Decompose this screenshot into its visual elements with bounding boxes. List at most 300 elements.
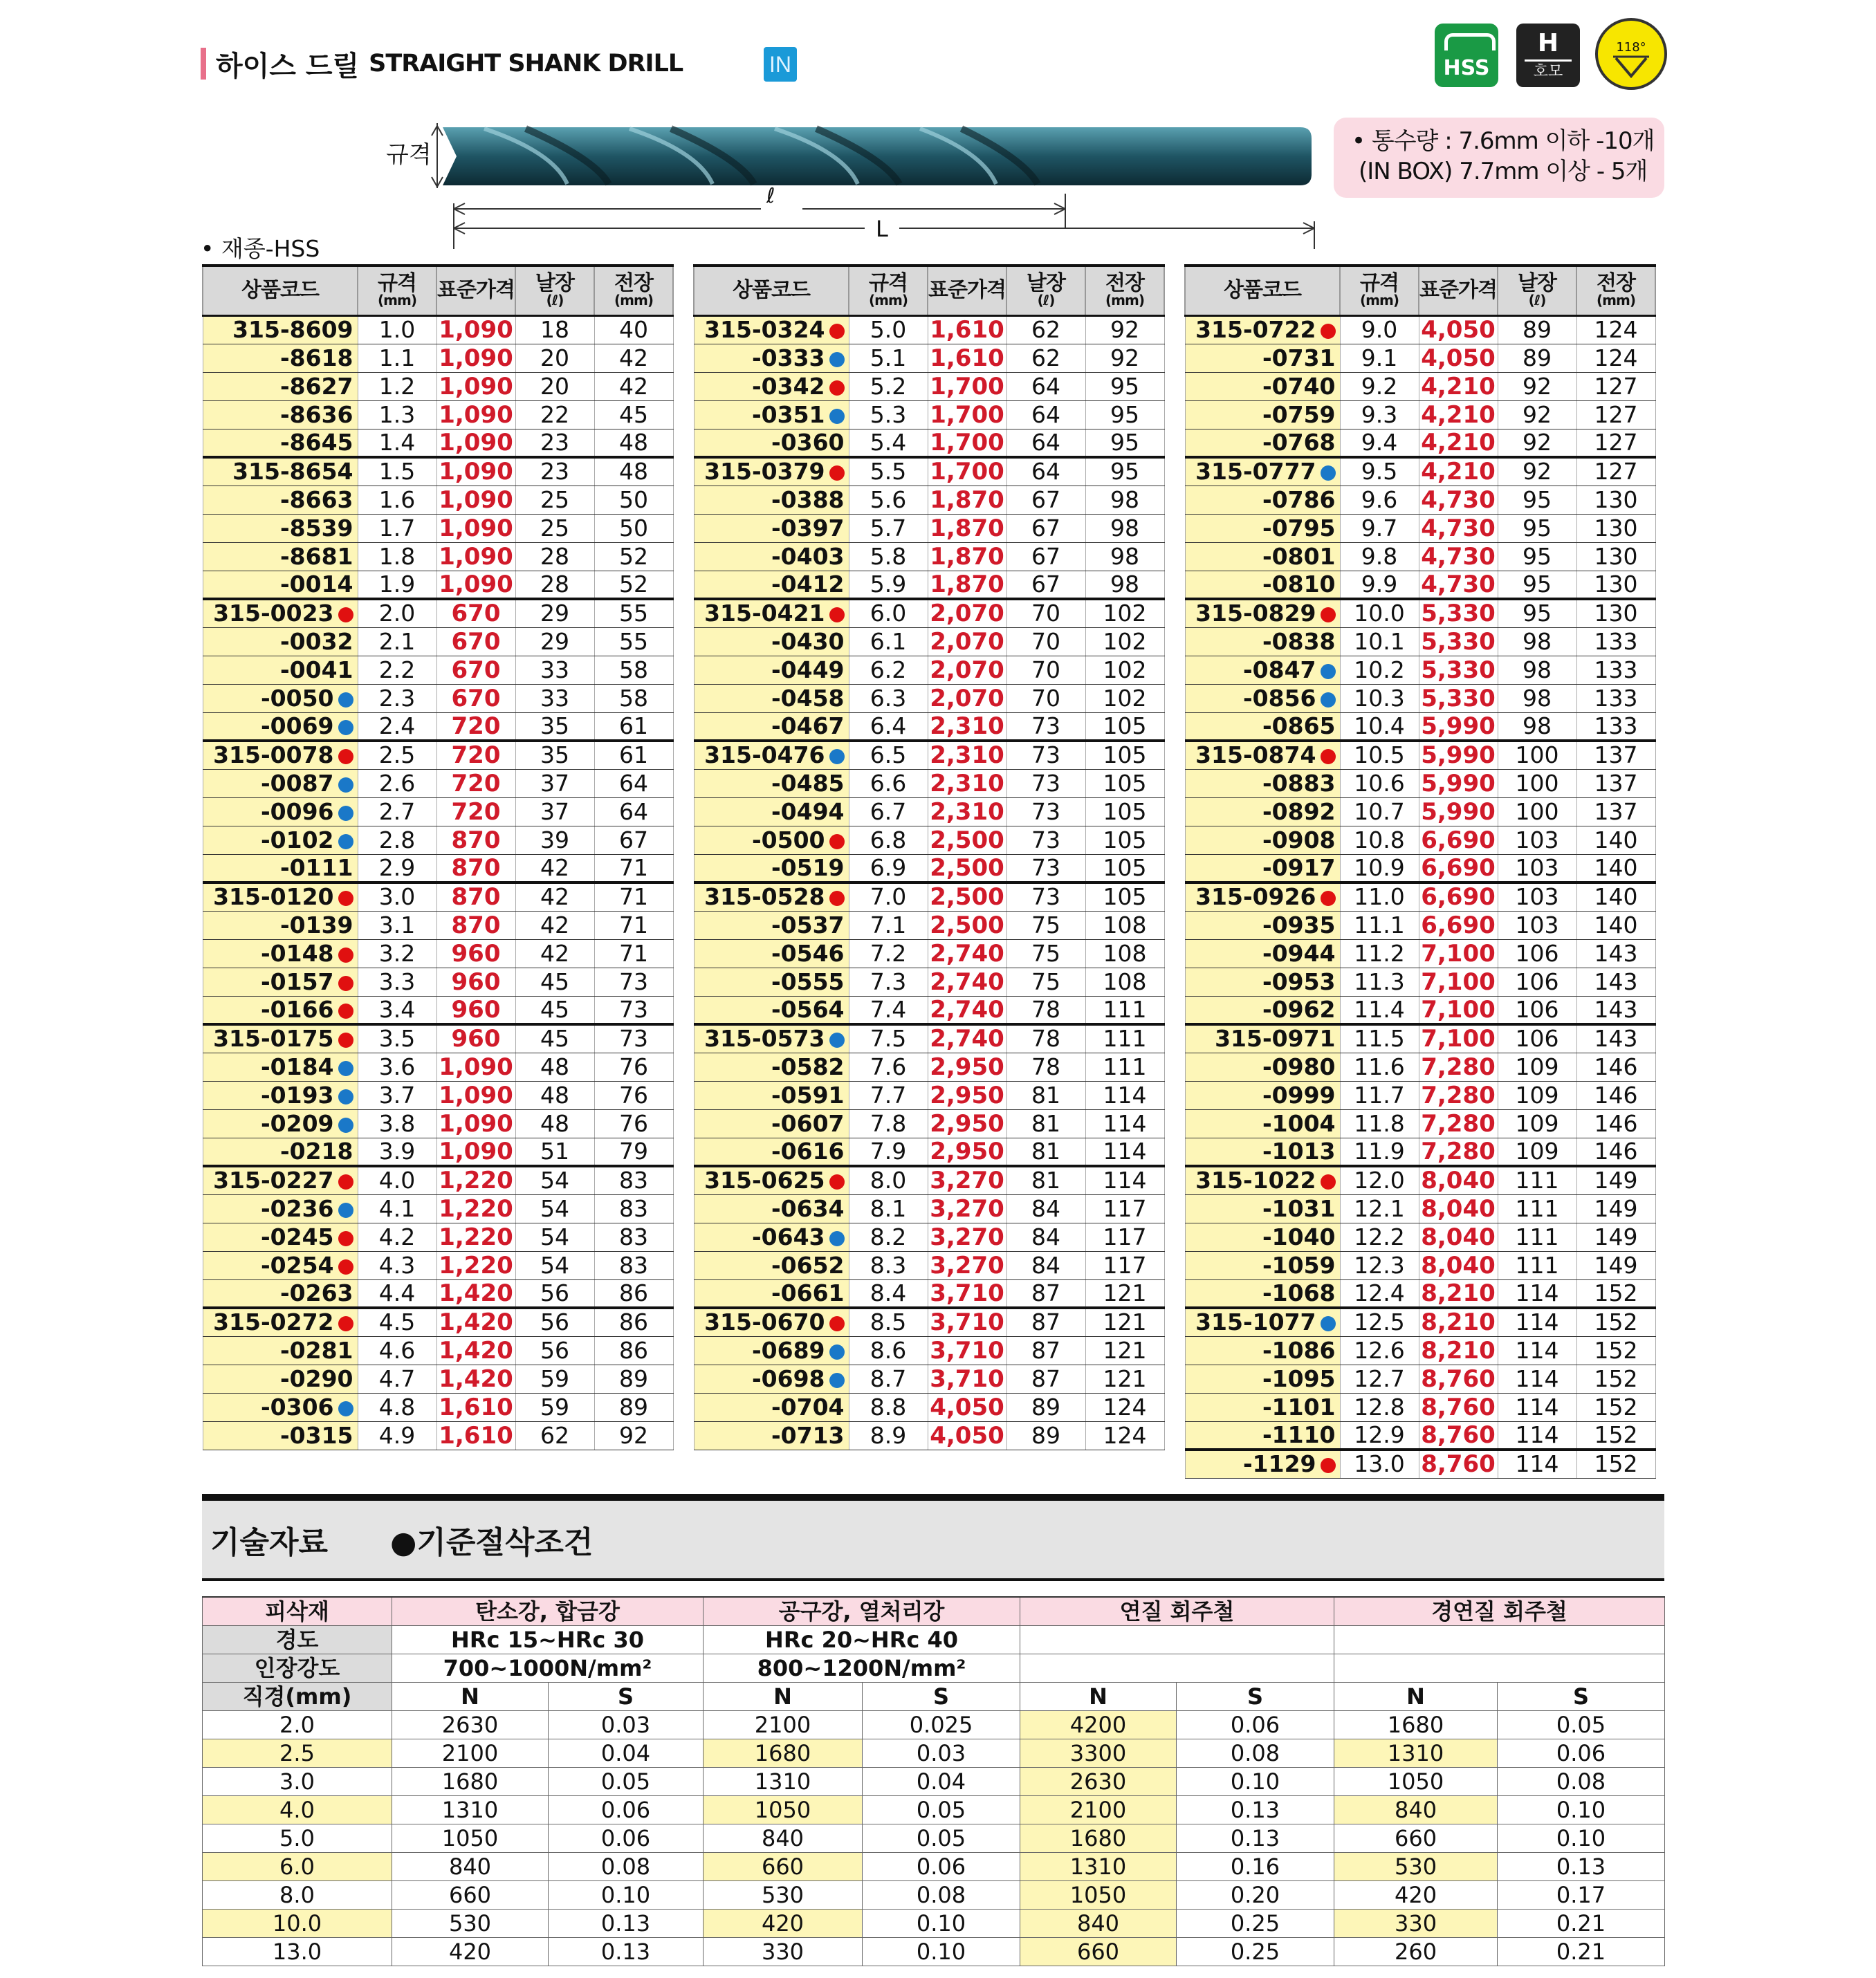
red-dot-icon (829, 834, 845, 849)
red-dot-icon (829, 607, 845, 622)
red-dot-icon (338, 607, 353, 622)
product-code: 315-8609 (232, 316, 353, 343)
red-dot-icon (338, 1231, 353, 1246)
table-row (694, 1421, 1164, 1450)
flute-length-cell: 111 (1498, 1194, 1576, 1223)
table-row (1185, 571, 1655, 599)
price-cell: 7,100 (1419, 968, 1498, 996)
product-code-cell (203, 656, 358, 684)
total-length-cell: 121 (1085, 1336, 1164, 1365)
price-cell: 960 (436, 939, 515, 968)
blue-dot-icon (338, 1061, 353, 1076)
product-code-cell (203, 1223, 358, 1251)
flute-length-cell: 62 (515, 1421, 594, 1450)
table-row (203, 968, 673, 996)
flute-length-cell: 22 (515, 400, 594, 429)
blue-dot-icon (338, 1118, 353, 1133)
blue-dot-icon (829, 749, 845, 764)
product-code-cell (203, 400, 358, 429)
price-cell: 7,100 (1419, 996, 1498, 1024)
product-code: -0139 (279, 911, 353, 939)
flute-length-cell: 42 (515, 939, 594, 968)
product-code-cell (203, 1308, 358, 1336)
price-cell: 2,070 (928, 627, 1006, 656)
flute-length-cell: 45 (515, 968, 594, 996)
product-code: -1031 (1262, 1194, 1336, 1222)
table-row (694, 1223, 1164, 1251)
product-code: 315-0175 (213, 1025, 334, 1053)
product-code-cell (694, 571, 849, 599)
product-code: -0801 (1262, 542, 1336, 570)
price-cell: 8,040 (1419, 1194, 1498, 1223)
size-cell: 10.0 (1340, 599, 1419, 627)
table-row (1185, 996, 1655, 1024)
feed-s-cell: 0.05 (863, 1795, 1020, 1824)
price-cell: 4,210 (1419, 457, 1498, 486)
red-dot-icon (829, 891, 845, 906)
flute-length-cell: 37 (515, 769, 594, 797)
product-code: 315-8654 (232, 458, 353, 486)
size-cell: 3.0 (358, 882, 436, 911)
rpm-n-cell: 840 (1334, 1795, 1498, 1824)
product-code-cell (1185, 684, 1340, 712)
size-cell: 12.2 (1340, 1223, 1419, 1251)
table-row (694, 542, 1164, 571)
flute-length-cell: 48 (515, 1081, 594, 1109)
table-row (1185, 429, 1655, 457)
row-label-diameter: 직경(mm) (203, 1682, 392, 1710)
cutting-conditions-table (202, 1596, 1665, 1966)
flute-length-cell: 109 (1498, 1138, 1576, 1166)
flute-length-cell: 95 (1498, 571, 1576, 599)
product-code: -0351 (751, 400, 825, 428)
total-length-cell: 140 (1576, 911, 1655, 939)
feed-s-cell: 0.03 (863, 1739, 1020, 1767)
product-code-cell (1185, 1223, 1340, 1251)
product-code: -0591 (771, 1081, 845, 1109)
size-cell: 6.3 (849, 684, 928, 712)
price-cell: 870 (436, 911, 515, 939)
table-row (694, 939, 1164, 968)
table-row (694, 372, 1164, 400)
table-row (203, 372, 673, 400)
price-cell: 4,050 (1419, 344, 1498, 372)
flute-length-cell: 98 (1498, 656, 1576, 684)
table-row (203, 1795, 1665, 1824)
price-cell: 1,090 (436, 344, 515, 372)
size-cell: 1.5 (358, 457, 436, 486)
total-length-cell: 86 (594, 1336, 673, 1365)
feed-s-cell: 0.04 (549, 1739, 704, 1767)
price-cell: 1,870 (928, 571, 1006, 599)
total-length-cell: 76 (594, 1053, 673, 1081)
rpm-n-cell: 1680 (1334, 1710, 1498, 1739)
table-row (203, 1223, 673, 1251)
flute-length-cell: 92 (1498, 372, 1576, 400)
product-code-cell (203, 1053, 358, 1081)
total-length-cell: 108 (1085, 939, 1164, 968)
price-cell: 5,990 (1419, 797, 1498, 826)
size-cell: 2.5 (358, 741, 436, 769)
size-cell: 5.0 (849, 315, 928, 344)
product-code: -1101 (1262, 1393, 1336, 1421)
feed-s-cell: 0.16 (1177, 1852, 1334, 1880)
flute-length-cell: 56 (515, 1336, 594, 1365)
product-code-cell (1185, 911, 1340, 939)
total-length-cell: 89 (594, 1365, 673, 1393)
red-dot-icon (338, 1033, 353, 1048)
product-code-cell (203, 1365, 358, 1393)
size-cell: 12.9 (1340, 1421, 1419, 1450)
total-length-cell: 73 (594, 968, 673, 996)
red-dot-icon (829, 1316, 845, 1331)
column-header-label: 규격 (1360, 271, 1399, 296)
flute-length-cell: 42 (515, 882, 594, 911)
column-header-code (203, 266, 358, 315)
product-code-cell (1185, 372, 1340, 400)
product-code-cell (694, 684, 849, 712)
product-code-cell (694, 372, 849, 400)
product-code-cell (203, 599, 358, 627)
column-header-unit: (mm) (869, 292, 908, 309)
total-length-cell: 86 (594, 1308, 673, 1336)
red-dot-icon (1321, 1458, 1336, 1473)
flute-length-cell: 29 (515, 599, 594, 627)
table-row (203, 1393, 673, 1421)
total-length-cell: 152 (1576, 1365, 1655, 1393)
tensile-0: 700~1000N/mm² (392, 1654, 704, 1682)
price-cell: 720 (436, 741, 515, 769)
table-row (203, 429, 673, 457)
size-cell: 11.0 (1340, 882, 1419, 911)
total-length-cell: 40 (594, 315, 673, 344)
product-code-cell (1185, 769, 1340, 797)
row-label-material: 피삭재 (203, 1597, 392, 1625)
flute-length-cell: 54 (515, 1251, 594, 1279)
total-length-cell: 124 (1576, 344, 1655, 372)
product-code-cell (1185, 344, 1340, 372)
angle-label: 118° (1616, 40, 1646, 55)
flute-length-cell: 73 (1006, 797, 1085, 826)
size-cell: 9.9 (1340, 571, 1419, 599)
diagram-total-label: L (876, 216, 888, 242)
red-dot-icon (829, 324, 845, 339)
size-cell: 6.4 (849, 712, 928, 741)
product-code: -0917 (1262, 853, 1336, 881)
rpm-n-cell: 660 (704, 1852, 863, 1880)
price-cell: 7,280 (1419, 1053, 1498, 1081)
total-length-cell: 105 (1085, 769, 1164, 797)
blue-dot-icon (1321, 692, 1336, 708)
h-badge-letter: H (1537, 29, 1559, 57)
product-code: -0564 (771, 995, 845, 1023)
product-code: -0245 (260, 1223, 334, 1250)
price-cell: 4,210 (1419, 400, 1498, 429)
price-cell: 8,040 (1419, 1223, 1498, 1251)
column-header-price (1419, 266, 1498, 315)
h-badge-sub: 호모 (1525, 59, 1572, 82)
red-dot-icon (338, 891, 353, 906)
table-row (203, 599, 673, 627)
price-cell: 720 (436, 769, 515, 797)
table-row (694, 1109, 1164, 1138)
size-cell: 2.0 (358, 599, 436, 627)
total-length-cell: 146 (1576, 1138, 1655, 1166)
price-cell: 1,220 (436, 1194, 515, 1223)
rpm-n-cell: 2100 (1020, 1795, 1177, 1824)
size-cell: 1.4 (358, 429, 436, 457)
total-length-cell: 124 (1085, 1393, 1164, 1421)
total-length-cell: 114 (1085, 1081, 1164, 1109)
total-length-cell: 48 (594, 429, 673, 457)
flute-length-cell: 70 (1006, 599, 1085, 627)
product-code: -0148 (260, 939, 334, 967)
price-cell: 8,040 (1419, 1251, 1498, 1279)
red-dot-icon (1321, 749, 1336, 764)
blue-dot-icon (829, 1373, 845, 1388)
flute-length-cell: 81 (1006, 1138, 1085, 1166)
size-cell: 10.9 (1340, 854, 1419, 882)
tech-title: 기술자료 (210, 1525, 329, 1560)
product-code-cell (694, 882, 849, 911)
total-length-cell: 143 (1576, 1024, 1655, 1053)
price-cell: 1,090 (436, 571, 515, 599)
size-cell: 1.8 (358, 542, 436, 571)
table-row (1185, 656, 1655, 684)
price-cell: 870 (436, 826, 515, 854)
product-code-cell (203, 939, 358, 968)
total-length-cell: 140 (1576, 854, 1655, 882)
product-code-cell (1185, 627, 1340, 656)
flute-length-cell: 62 (1006, 344, 1085, 372)
hardness-0: HRc 15~HRc 30 (392, 1625, 704, 1654)
total-length-cell: 111 (1085, 1053, 1164, 1081)
price-cell: 5,990 (1419, 769, 1498, 797)
price-cell: 5,990 (1419, 741, 1498, 769)
product-code: -0999 (1262, 1081, 1336, 1109)
size-cell: 3.6 (358, 1053, 436, 1081)
hardness-3 (1334, 1625, 1665, 1654)
product-code-cell (1185, 1308, 1340, 1336)
table-row (203, 854, 673, 882)
flute-length-cell: 100 (1498, 769, 1576, 797)
total-length-cell: 130 (1576, 514, 1655, 542)
product-code-cell (694, 656, 849, 684)
total-length-cell: 133 (1576, 656, 1655, 684)
price-cell: 670 (436, 627, 515, 656)
table-row (203, 656, 673, 684)
tensile-2 (1020, 1654, 1334, 1682)
column-header-label: 상품코드 (1224, 278, 1301, 303)
size-cell: 8.0 (849, 1166, 928, 1194)
row-label-hardness: 경도 (203, 1625, 392, 1654)
flute-length-cell: 75 (1006, 939, 1085, 968)
product-code: 315-0476 (704, 741, 825, 769)
price-cell: 3,710 (928, 1308, 1006, 1336)
table-row (694, 1336, 1164, 1365)
size-cell: 5.5 (849, 457, 928, 486)
total-length-cell: 95 (1085, 400, 1164, 429)
product-code-cell (694, 429, 849, 457)
product-code-cell (694, 1421, 849, 1450)
flute-length-cell: 92 (1498, 457, 1576, 486)
price-cell: 670 (436, 684, 515, 712)
total-length-cell: 127 (1576, 400, 1655, 429)
price-cell: 1,420 (436, 1365, 515, 1393)
flute-length-cell: 103 (1498, 854, 1576, 882)
blue-dot-icon (338, 720, 353, 735)
product-code: -0935 (1262, 911, 1336, 939)
product-code: -8627 (279, 372, 353, 400)
total-length-cell: 73 (594, 1024, 673, 1053)
rpm-n-cell: 1050 (704, 1795, 863, 1824)
size-cell: 1.0 (358, 315, 436, 344)
table-row (1185, 1393, 1655, 1421)
blue-dot-icon (1321, 1316, 1336, 1331)
product-code: -0519 (771, 853, 845, 881)
feed-s-cell: 0.06 (863, 1852, 1020, 1880)
table-row (694, 429, 1164, 457)
size-cell: 6.8 (849, 826, 928, 854)
flute-length-cell: 20 (515, 372, 594, 400)
product-code-cell (203, 854, 358, 882)
size-cell: 10.7 (1340, 797, 1419, 826)
size-cell: 4.4 (358, 1279, 436, 1308)
table-row (1185, 1365, 1655, 1393)
size-cell: 3.1 (358, 911, 436, 939)
table-row (203, 457, 673, 486)
flute-length-cell: 98 (1498, 684, 1576, 712)
size-cell: 8.2 (849, 1223, 928, 1251)
total-length-cell: 71 (594, 854, 673, 882)
total-length-cell: 146 (1576, 1081, 1655, 1109)
product-code-cell (203, 712, 358, 741)
flute-length-cell: 67 (1006, 514, 1085, 542)
column-header-label: 전장 (1597, 271, 1635, 296)
product-code-cell (1185, 1279, 1340, 1308)
price-cell: 2,950 (928, 1081, 1006, 1109)
product-code: -0306 (260, 1393, 334, 1421)
table-row (1185, 1251, 1655, 1279)
product-code-cell (1185, 1081, 1340, 1109)
product-code: -0069 (260, 712, 334, 739)
group-name-0: 탄소강, 합금강 (392, 1597, 704, 1625)
table-row (1185, 882, 1655, 911)
table-row (203, 1308, 673, 1336)
total-length-cell: 71 (594, 882, 673, 911)
product-code-cell (1185, 741, 1340, 769)
flute-length-cell: 54 (515, 1166, 594, 1194)
product-code: -0218 (279, 1137, 353, 1165)
product-code: -8663 (279, 486, 353, 513)
flute-length-cell: 92 (1498, 400, 1576, 429)
product-code-cell (694, 996, 849, 1024)
feed-s-cell: 0.06 (549, 1795, 704, 1824)
flute-length-cell: 89 (1498, 315, 1576, 344)
flute-length-cell: 114 (1498, 1450, 1576, 1478)
total-length-cell: 67 (594, 826, 673, 854)
price-cell: 960 (436, 996, 515, 1024)
product-code-cell (203, 1166, 358, 1194)
flute-length-cell: 114 (1498, 1365, 1576, 1393)
flute-length-cell: 114 (1498, 1421, 1576, 1450)
table-row (1185, 1223, 1655, 1251)
tensile-1: 800~1200N/mm² (704, 1654, 1020, 1682)
product-code-cell (1185, 1421, 1340, 1450)
product-code-cell (203, 344, 358, 372)
flute-length-cell: 35 (515, 741, 594, 769)
column-header-label: 규격 (378, 271, 416, 296)
size-cell: 2.3 (358, 684, 436, 712)
product-code-cell (1185, 429, 1340, 457)
price-cell: 2,070 (928, 599, 1006, 627)
flute-length-cell: 109 (1498, 1109, 1576, 1138)
size-cell: 8.4 (849, 1279, 928, 1308)
product-code-cell (1185, 996, 1340, 1024)
price-cell: 1,220 (436, 1251, 515, 1279)
product-code-cell (694, 1279, 849, 1308)
price-cell: 8,210 (1419, 1279, 1498, 1308)
product-code-cell (694, 939, 849, 968)
total-length-cell: 143 (1576, 939, 1655, 968)
product-code: -0634 (771, 1194, 845, 1222)
table-row (694, 1194, 1164, 1223)
column-header-unit: (mm) (1360, 292, 1399, 309)
size-cell: 1.1 (358, 344, 436, 372)
flute-length-cell: 35 (515, 712, 594, 741)
flute-length-cell: 111 (1498, 1223, 1576, 1251)
total-length-cell: 55 (594, 599, 673, 627)
product-code: -0698 (751, 1365, 825, 1392)
hardness-1: HRc 20~HRc 40 (704, 1625, 1020, 1654)
total-length-cell: 117 (1085, 1194, 1164, 1223)
flute-length-cell: 78 (1006, 996, 1085, 1024)
total-length-cell: 98 (1085, 486, 1164, 514)
product-code: -0582 (771, 1053, 845, 1080)
sub-n: N (392, 1682, 549, 1710)
sub-s: S (549, 1682, 704, 1710)
flute-length-cell: 81 (1006, 1109, 1085, 1138)
rpm-n-cell: 2630 (1020, 1767, 1177, 1795)
product-code: -0032 (279, 627, 353, 655)
product-code: 315-0078 (213, 741, 334, 769)
product-code: 315-0379 (704, 458, 825, 486)
table-row (1185, 968, 1655, 996)
rpm-n-cell: 530 (1334, 1852, 1498, 1880)
diameter-cell: 4.0 (203, 1795, 392, 1824)
size-cell: 2.6 (358, 769, 436, 797)
total-length-cell: 86 (594, 1279, 673, 1308)
size-cell: 12.4 (1340, 1279, 1419, 1308)
total-length-cell: 98 (1085, 514, 1164, 542)
table-row (1185, 599, 1655, 627)
product-code-cell (1185, 1393, 1340, 1421)
price-cell: 4,210 (1419, 429, 1498, 457)
feed-s-cell: 0.06 (549, 1824, 704, 1852)
product-code-cell (203, 514, 358, 542)
total-length-cell: 55 (594, 627, 673, 656)
total-length-cell: 89 (594, 1393, 673, 1421)
feed-s-cell: 0.10 (863, 1937, 1020, 1966)
product-code: -1129 (1242, 1450, 1316, 1478)
price-cell: 6,690 (1419, 854, 1498, 882)
product-code-cell (694, 514, 849, 542)
size-cell: 11.8 (1340, 1109, 1419, 1138)
total-length-cell: 121 (1085, 1365, 1164, 1393)
flute-length-cell: 64 (1006, 400, 1085, 429)
table-row (203, 1251, 673, 1279)
flute-length-cell: 95 (1498, 599, 1576, 627)
